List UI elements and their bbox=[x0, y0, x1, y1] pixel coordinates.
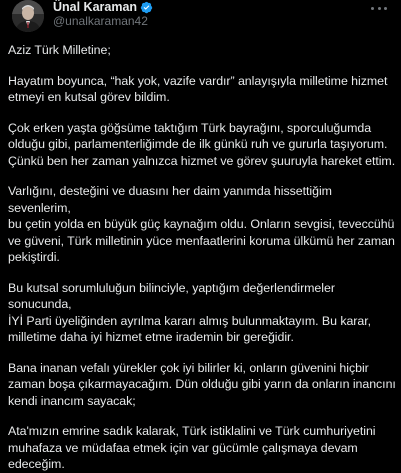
display-name[interactable]: Ünal Karaman bbox=[53, 0, 138, 14]
tweet-text bbox=[8, 42, 396, 473]
tweet-paragraph: Varlığını, desteğini ve duasını her daim yanımda hissettiğim sevenlerim, bu çetin yolda en büyük güç kaynağım oldu. Onların sevgisi, teveccühü ve güveni, Türk milletinin yüce menfaatlerini koruma ülkümü her zaman pekiştirdi. bbox=[8, 184, 395, 264]
verified-badge-icon bbox=[140, 1, 153, 14]
tweet-paragraph: Çok erken yaşta göğsüme taktığım Türk bayrağını, sporculuğumda olduğu gibi, parlamenterliğimde de ilk günkü ruh ve gururla taşıyorum. Çünkü ben her zaman yalnızca hizmet ve görev şuuruyla hareket ettim. bbox=[8, 120, 396, 168]
author-names bbox=[53, 0, 153, 29]
tweet-paragraph: Bu kutsal sorumluluğun bilinciyle, yaptığım değerlendirmeler sonucunda, İYİ Parti üyeliğinden ayrılma kararı almış bulunmaktayım. Bu karar, milletime daha iyi hizmet etme irademin bir gereğidir. bbox=[8, 280, 372, 344]
tweet-paragraph: Bana inanan vefalı yürekler çok iyi bilirler ki, onların güvenini hiçbir zaman boşa çıkarmayacağım. Dün olduğu gibi yarın da onların inancını kendi inancım sayacak; bbox=[8, 360, 396, 408]
tweet-paragraph: Ata'mızın emrine sadık kalarak, Türk istiklalini ve Türk cumhuriyetini muhafaza ve müdafaa etmek için var gücümle çalışmaya devam edeceğim. bbox=[8, 424, 376, 471]
display-name-row[interactable] bbox=[53, 0, 153, 14]
more-options-icon[interactable] bbox=[371, 4, 387, 12]
tweet-header bbox=[12, 0, 153, 36]
avatar-image bbox=[12, 0, 44, 32]
tweet-paragraph: Hayatım boyunca, “hak yok, vazife vardır” anlayışıyla milletime hizmet etmeyi en kutsal görev bildim. bbox=[8, 73, 388, 104]
tweet-paragraph: Aziz Türk Milletine; bbox=[8, 43, 111, 57]
avatar[interactable] bbox=[12, 0, 44, 32]
author-handle[interactable]: @unalkaraman42 bbox=[53, 14, 148, 29]
